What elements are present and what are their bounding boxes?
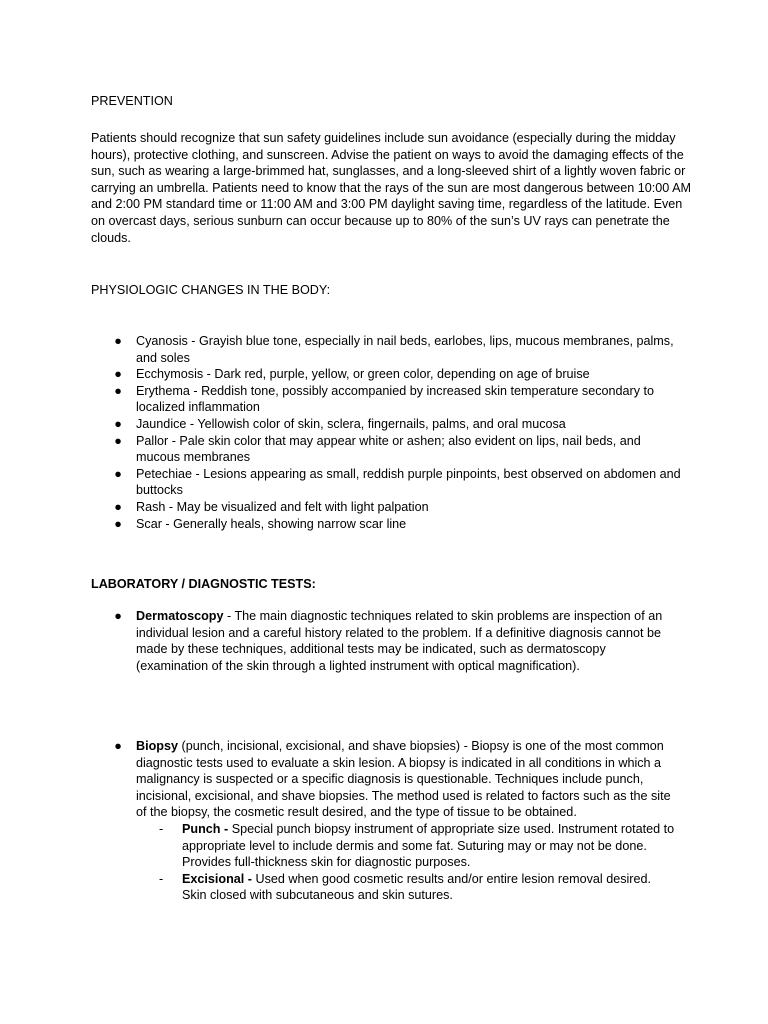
dash-icon: -: [159, 821, 164, 836]
bullet-icon: ●: [114, 334, 122, 348]
list-item: [91, 608, 676, 674]
bullet-icon: ●: [114, 516, 122, 531]
sublist-item: [136, 821, 676, 871]
biopsy-text: (punch, incisional, excisional, and shave biopsies) - Biopsy is one of the most common diagnostic tests used to evaluate a skin lesion. A biopsy is indicated in all conditions in which a malignancy is suspected or a specific diagnosis is questionable. Techniques include punch, incisional, excisional, and shave biopsies. The method used is related to factors such as the site of the biopsy, the cosmetic result desired, and the type of tissue to be obtained.: [136, 739, 671, 820]
punch-text: Special punch biopsy instrument of appropriate size used. Instrument rotated to appropriate level to include dermis and some fat. Suturing may or may not be done. Provides full-thickness skin for diagnostic purposes.: [182, 821, 675, 870]
excisional-term: Excisional -: [182, 871, 256, 886]
bullet-icon: ●: [114, 383, 122, 398]
list-item: [91, 433, 681, 466]
list-item: [91, 366, 681, 383]
list-item: [91, 738, 676, 904]
list-item-text: Rash - May be visualized and felt with light palpation: [136, 499, 429, 514]
dermatoscopy-term: Dermatoscopy: [136, 609, 224, 623]
list-item-text: Scar - Generally heals, showing narrow scar line: [136, 516, 407, 531]
bullet-icon: ●: [114, 609, 122, 623]
bullet-icon: ●: [114, 739, 122, 753]
biopsy-section: [91, 738, 676, 904]
prevention-paragraph: Patients should recognize that sun safety guidelines include sun avoidance (especially during the midday hours), protective clothing, and sunscreen. Advise the patient on ways to avoid the damaging effects of the sun, such as wearing a large-brimmed hat, sunglasses, and a long-sleeved shirt of a lightly woven fabric or carrying an umbrella. Patients need to know that the rays of the sun are most dangerous between 10:00 AM and 2:00 PM standard time or 11:00 AM and 3:00 PM daylight saving time, regardless of the latitude. Even on overcast days, serious sunburn can occur because up to 80% of the sun’s UV rays can penetrate the clouds.: [91, 131, 691, 245]
list-item-text: Jaundice - Yellowish color of skin, sclera, fingernails, palms, and oral mucosa: [136, 416, 566, 431]
dermatoscopy-text: - The main diagnostic techniques related to skin problems are inspection of an individual lesion and a careful history related to the problem. If a definitive diagnosis cannot be made by these techniques, additional tests may be indicated, such as dermatoscopy (examination of the skin through a lighted instrument with optical magnification).: [136, 609, 663, 673]
list-item-text: Ecchymosis - Dark red, purple, yellow, or green color, depending on age of bruise: [136, 367, 590, 382]
list-item: [91, 516, 681, 533]
dermatoscopy-section: [91, 608, 676, 674]
biopsy-term: Biopsy: [136, 739, 178, 753]
list-item: [91, 333, 681, 366]
excisional-text: Used when good cosmetic results and/or entire lesion removal desired. Skin closed with subcutaneous and skin sutures.: [182, 871, 652, 903]
list-item-text: Petechiae - Lesions appearing as small, reddish purple pinpoints, best observed on abdomen and buttocks: [136, 466, 681, 498]
prevention-heading: PREVENTION: [91, 94, 173, 108]
punch-term: Punch -: [182, 821, 232, 836]
list-item-text: Pallor - Pale skin color that may appear white or ashen; also evident on lips, nail beds, and mucous membranes: [136, 433, 641, 465]
biopsy-sublist: [91, 821, 676, 904]
list-item: [91, 499, 681, 516]
lab-heading: LABORATORY / DIAGNOSTIC TESTS:: [91, 577, 316, 591]
bullet-icon: ●: [114, 416, 122, 431]
list-item: [91, 383, 681, 416]
list-item: [91, 416, 681, 433]
list-item: [91, 466, 681, 499]
bullet-icon: ●: [114, 499, 122, 514]
bullet-icon: ●: [114, 466, 122, 481]
bullet-icon: ●: [114, 367, 122, 382]
dash-icon: -: [159, 871, 164, 886]
physiologic-list: [91, 333, 681, 532]
bullet-icon: ●: [114, 433, 122, 448]
physiologic-heading: PHYSIOLOGIC CHANGES IN THE BODY:: [91, 283, 331, 297]
list-item-text: Cyanosis - Grayish blue tone, especially in nail beds, earlobes, lips, mucous membranes, palms, and soles: [136, 334, 674, 365]
list-item-text: Erythema - Reddish tone, possibly accompanied by increased skin temperature secondary to localized inflammation: [136, 383, 655, 415]
sublist-item: [136, 871, 676, 904]
